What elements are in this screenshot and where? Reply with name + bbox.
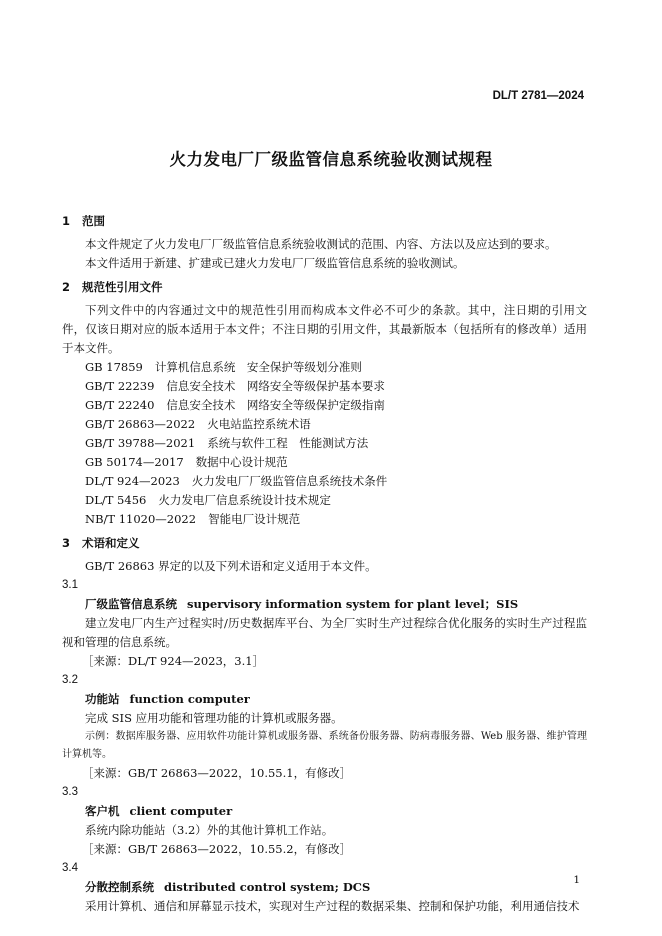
reference-item: [62, 434, 587, 453]
term-en: distributed control system; DCS: [164, 880, 371, 894]
section-heading-terms-definitions: [62, 535, 587, 551]
reference-title: 火力发电厂厂级监管信息系统技术条件: [191, 474, 388, 488]
reference-code: GB/T 22239: [85, 379, 155, 393]
section-title: 术语和定义: [82, 536, 140, 550]
paragraph: 本文件规定了火力发电厂厂级监管信息系统验收测试的范围、内容、方法以及应达到的要求。: [85, 237, 557, 251]
reference-title: 数据中心设计规范: [195, 455, 288, 469]
reference-title: 系统与软件工程 性能测试方法: [207, 436, 369, 450]
page-number: 1: [573, 874, 580, 886]
reference-title: 计算机信息系统 安全保护等级划分准则: [154, 360, 362, 374]
document-body: [62, 207, 587, 916]
term-definition: 系统内除功能站（3.2）外的其他计算机工作站。: [85, 823, 334, 837]
term-heading: [62, 802, 587, 821]
term-source: ［来源：GB/T 26863—2022，10.55.2，有修改］: [82, 842, 352, 856]
reference-title: 火电站监控系统术语: [207, 417, 311, 431]
term-heading: [62, 690, 587, 709]
reference-title: 信息安全技术 网络安全等级保护定级指南: [166, 398, 385, 412]
reference-title: 智能电厂设计规范: [208, 512, 301, 526]
paragraph: 下列文件中的内容通过文中的规范性引用而构成本文件必不可少的条款。其中，注日期的引用文件，仅该日期对应的版本适用于本文件；不注日期的引用文件，其最新版本（包括所有的修改单）适用于本文件。: [62, 303, 587, 355]
term-en: function computer: [129, 692, 250, 706]
reference-title: 信息安全技术 网络安全等级保护基本要求: [166, 379, 385, 393]
paragraph: GB/T 26863 界定的以及下列术语和定义适用于本文件。: [85, 559, 377, 573]
section-number: 2: [62, 280, 71, 294]
reference-item: [62, 453, 587, 472]
clause-number: 3.4: [62, 862, 78, 874]
term-source: ［来源：DL/T 924—2023，3.1］: [82, 654, 265, 668]
clause-number: 3.1: [62, 579, 78, 591]
reference-item: [62, 510, 587, 529]
term-definition: 建立发电厂内生产过程实时/历史数据库平台、为全厂实时生产过程综合优化服务的实时生产过程监视和管理的信息系统。: [62, 616, 587, 649]
section-title: 范围: [82, 214, 105, 228]
section-heading-scope: [62, 213, 587, 229]
term-zh: 功能站: [85, 692, 120, 706]
term-heading: [62, 878, 587, 897]
term-en: supervisory information system for plant level；SIS: [187, 597, 519, 611]
reference-item: [62, 377, 587, 396]
reference-item: [62, 491, 587, 510]
clause-number: 3.2: [62, 674, 78, 686]
section-heading-normative-references: [62, 279, 587, 295]
reference-code: GB/T 26863—2022: [85, 417, 196, 431]
reference-code: DL/T 5456: [85, 493, 147, 507]
reference-code: GB 17859: [85, 360, 143, 374]
reference-item: [62, 415, 587, 434]
reference-code: GB/T 39788—2021: [85, 436, 196, 450]
reference-title: 火力发电厂信息系统设计技术规定: [158, 493, 331, 507]
term-zh: 厂级监管信息系统: [85, 597, 177, 611]
reference-item: [62, 472, 587, 491]
term-heading: [62, 595, 587, 614]
reference-code: NB/T 11020—2022: [85, 512, 197, 526]
clause-number: 3.3: [62, 786, 78, 798]
reference-item: [62, 396, 587, 415]
section-number: 1: [62, 214, 71, 228]
term-example: 示例：数据库服务器、应用软件功能计算机或服务器、系统备份服务器、防病毒服务器、Web 服务器、维护管理计算机等。: [62, 731, 587, 760]
term-definition: 完成 SIS 应用功能和管理功能的计算机或服务器。: [85, 711, 343, 725]
term-definition: 采用计算机、通信和屏幕显示技术，实现对生产过程的数据采集、控制和保护功能，利用通信技术: [85, 899, 580, 913]
term-source: ［来源：GB/T 26863—2022，10.55.1，有修改］: [82, 766, 352, 780]
document-title: 火力发电厂厂级监管信息系统验收测试规程: [169, 150, 493, 169]
reference-code: DL/T 924—2023: [85, 474, 180, 488]
paragraph: 本文件适用于新建、扩建或已建火力发电厂厂级监管信息系统的验收测试。: [85, 256, 465, 270]
reference-code: GB 50174—2017: [85, 455, 184, 469]
term-zh: 客户机: [85, 804, 120, 818]
term-zh: 分散控制系统: [85, 880, 154, 894]
reference-code: GB/T 22240: [85, 398, 155, 412]
section-title: 规范性引用文件: [82, 280, 163, 294]
reference-item: [62, 358, 587, 377]
section-number: 3: [62, 536, 71, 550]
term-en: client computer: [129, 804, 233, 818]
standard-code: DL/T 2781—2024: [492, 90, 584, 102]
